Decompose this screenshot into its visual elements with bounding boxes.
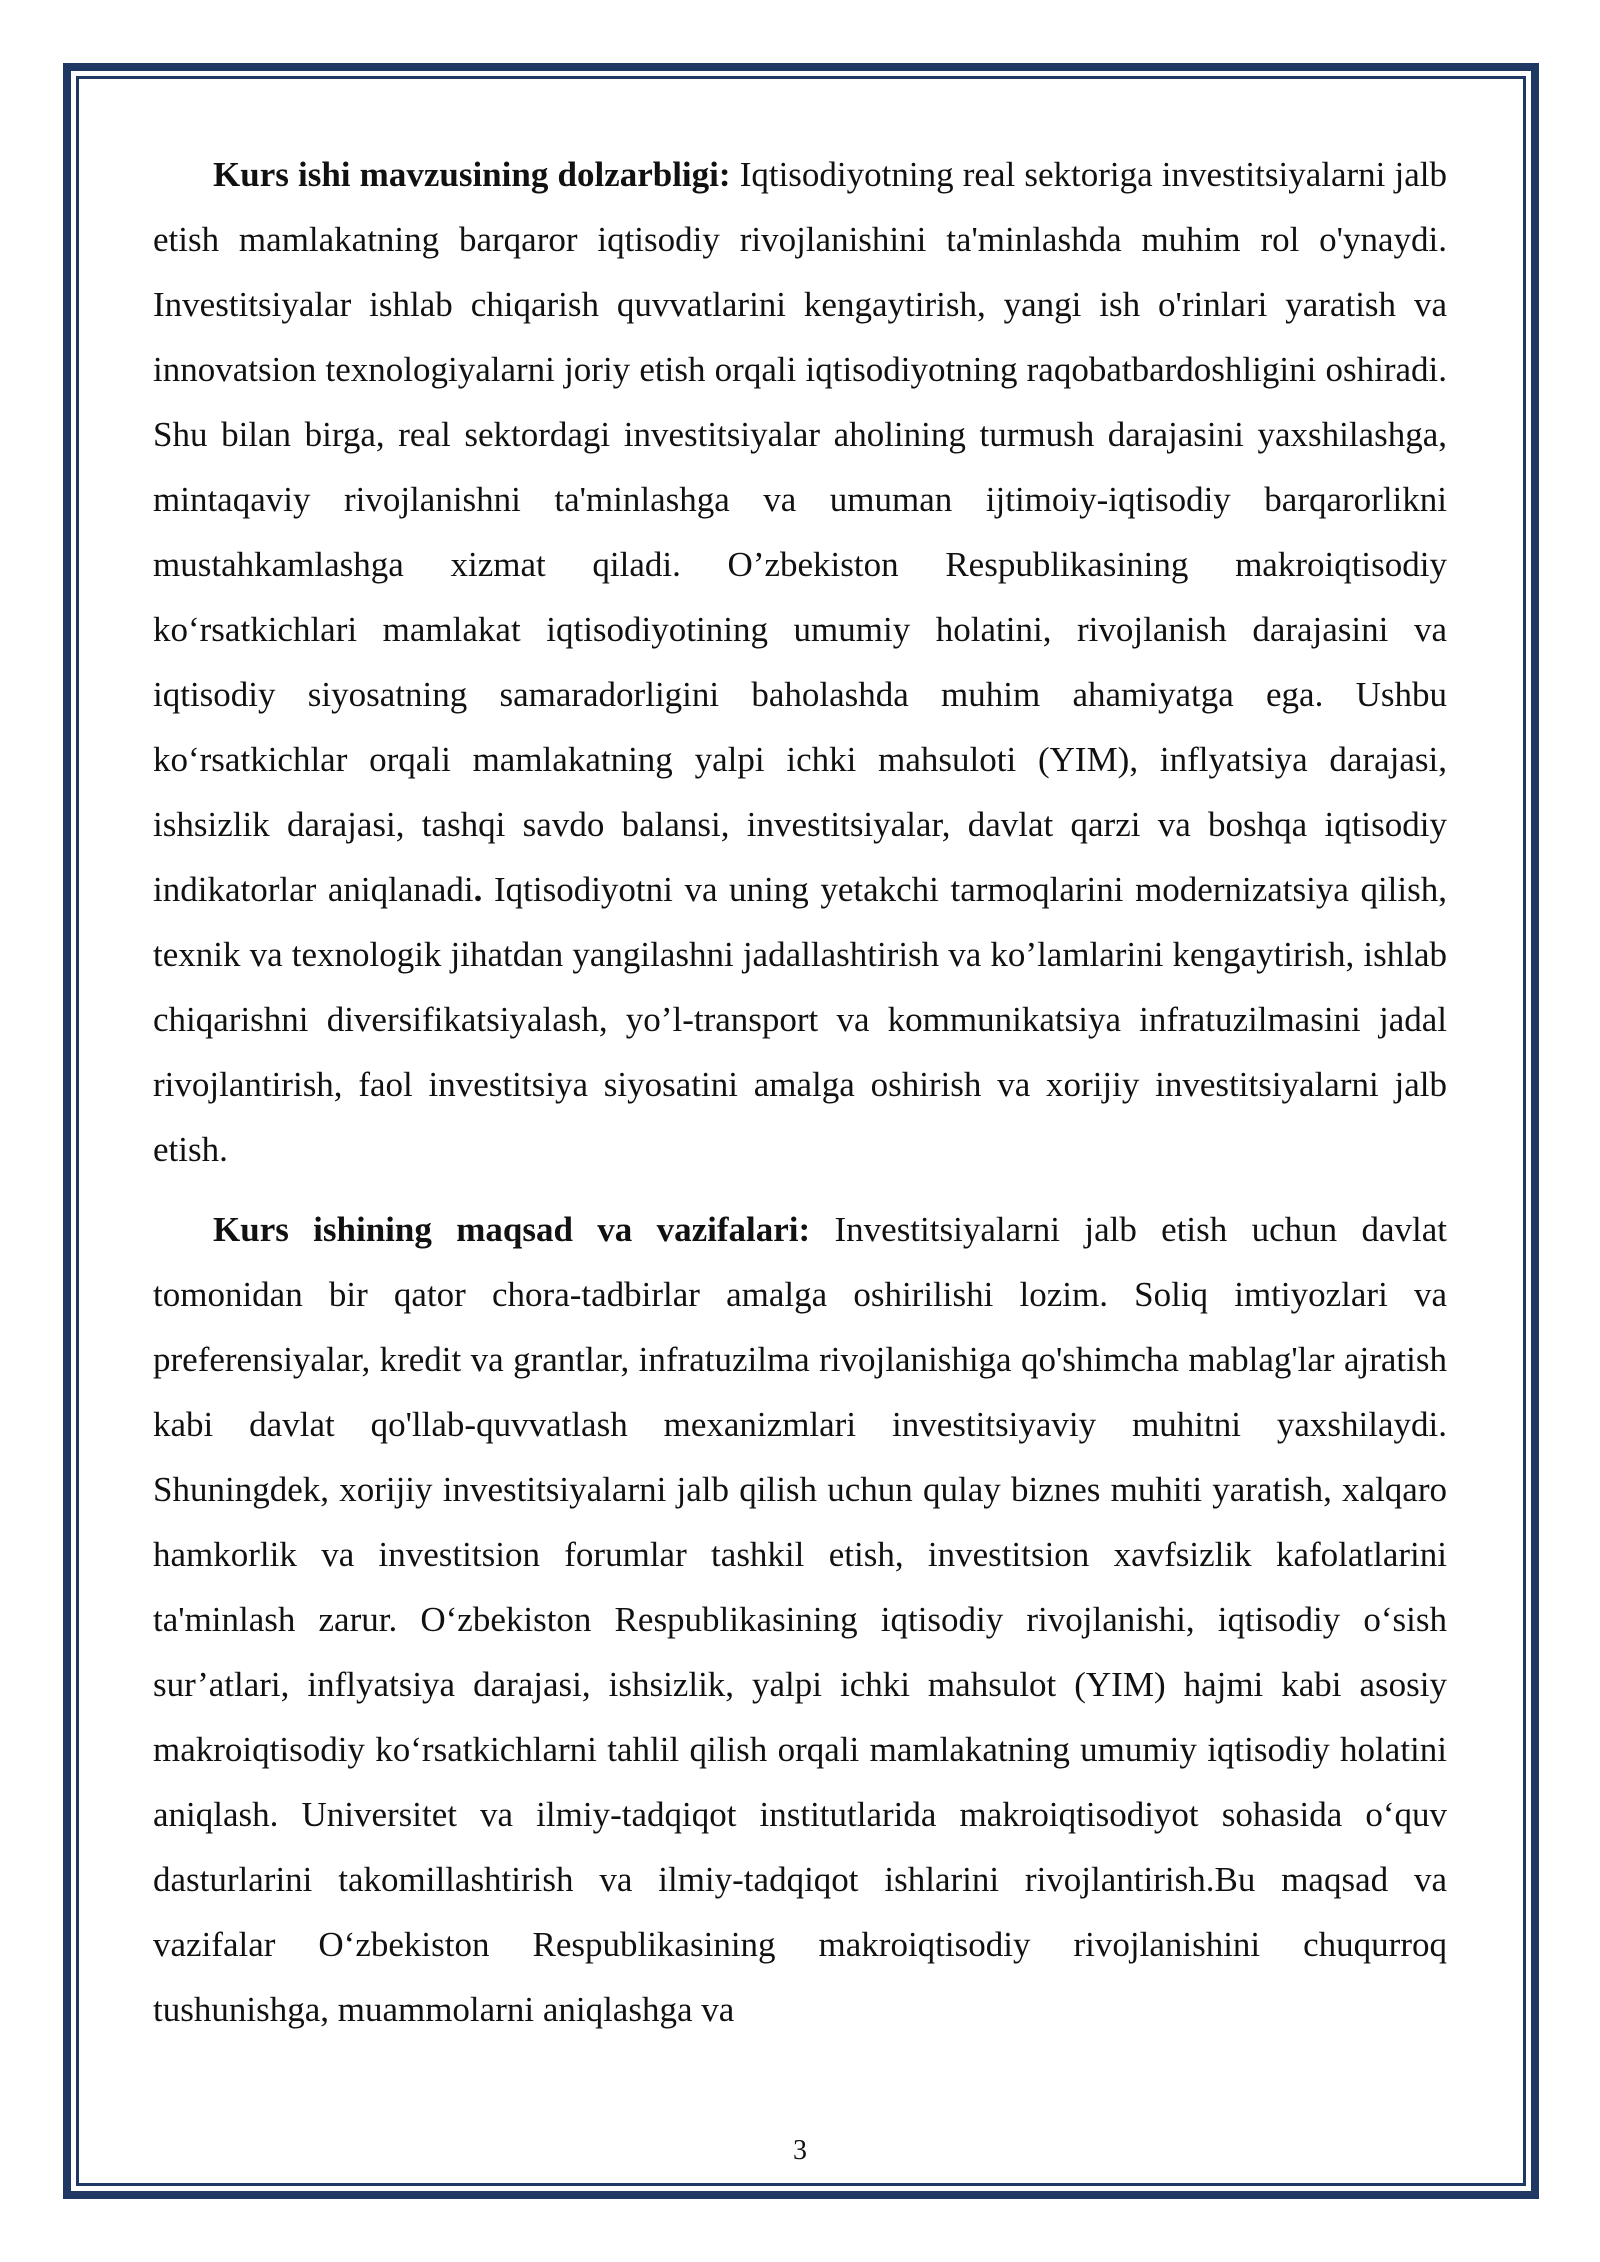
paragraph-heading: Kurs ishining maqsad va vazifalari: bbox=[213, 1210, 811, 1249]
paragraph-goals bbox=[153, 1197, 1447, 2042]
paragraph-heading: Kurs ishi mavzusining dolzarbligi: bbox=[213, 155, 731, 194]
document-body bbox=[153, 142, 1447, 2042]
bold-period: . bbox=[473, 870, 483, 909]
page-number: 3 bbox=[793, 2135, 807, 2166]
paragraph-relevance bbox=[153, 142, 1447, 1182]
paragraph-text-continued: Iqtisodiyotni va uning yetakchi tarmoqlarini modernizatsiya qilish, texnik va texnologik jihatdan yangilashni jadallashtirish va ko’lamlarini kengaytirish, ishlab chiqarishni diversifikatsiyalash, yo’l-transport va kommunikatsiya infratuzilmasini jadal rivojlantirish, faol investitsiya siyosatini amalga oshirish va xorijiy investitsiyalarni jalb etish. bbox=[153, 870, 1447, 1169]
paragraph-text: Iqtisodiyotning real sektoriga investitsiyalarni jalb etish mamlakatning barqaror iqtisodiy rivojlanishini ta'minlashda muhim rol o'ynaydi. Investitsiyalar ishlab chiqarish quvvatlarini kengaytirish, yangi ish o'rinlari yaratish va innovatsion texnologiyalarni joriy etish orqali iqtisodiyotning raqobatbardoshligini oshiradi. Shu bilan birga, real sektordagi investitsiyalar aholining turmush darajasini yaxshilashga, mintaqaviy rivojlanishni ta'minlashga va umuman ijtimoiy-iqtisodiy barqarorlikni mustahkamlashga xizmat qiladi. O’zbekiston Respublikasining makroiqtisodiy ko‘rsatkichlari mamlakat iqtisodiyotining umumiy holatini, rivojlanish darajasini va iqtisodiy siyosatning samaradorligini baholashda muhim ahamiyatga ega. Ushbu ko‘rsatkichlar orqali mamlakatning yalpi ichki mahsuloti (YIM), inflyatsiya darajasi, ishsizlik darajasi, tashqi savdo balansi, investitsiyalar, davlat qarzi va boshqa iqtisodiy indikatorlar aniqlanadi bbox=[153, 155, 1447, 909]
paragraph-text: Investitsiyalarni jalb etish uchun davlat tomonidan bir qator chora-tadbirlar amalga oshirilishi lozim. Soliq imtiyozlari va preferensiyalar, kredit va grantlar, infratuzilma rivojlanishiga qo'shimcha mablag'lar ajratish kabi davlat qo'llab-quvvatlash mexanizmlari investitsiyaviy muhitni yaxshilaydi. Shuningdek, xorijiy investitsiyalarni jalb qilish uchun qulay biznes muhiti yaratish, xalqaro hamkorlik va investitsion forumlar tashkil etish, investitsion xavfsizlik kafolatlarini ta'minlash zarur. O‘zbekiston Respublikasining iqtisodiy rivojlanishi, iqtisodiy o‘sish sur’atlari, inflyatsiya darajasi, ishsizlik, yalpi ichki mahsulot (YIM) hajmi kabi asosiy makroiqtisodiy ko‘rsatkichlarni tahlil qilish orqali mamlakatning umumiy iqtisodiy holatini aniqlash. Universitet va ilmiy-tadqiqot institutlarida makroiqtisodiyot sohasida o‘quv dasturlarini takomillashtirish va ilmiy-tadqiqot ishlarini rivojlantirish.Bu maqsad va vazifalar O‘zbekiston Respublikasining makroiqtisodiy rivojlanishini chuqurroq tushunishga, muammolarni aniqlashga va bbox=[153, 1210, 1448, 2029]
